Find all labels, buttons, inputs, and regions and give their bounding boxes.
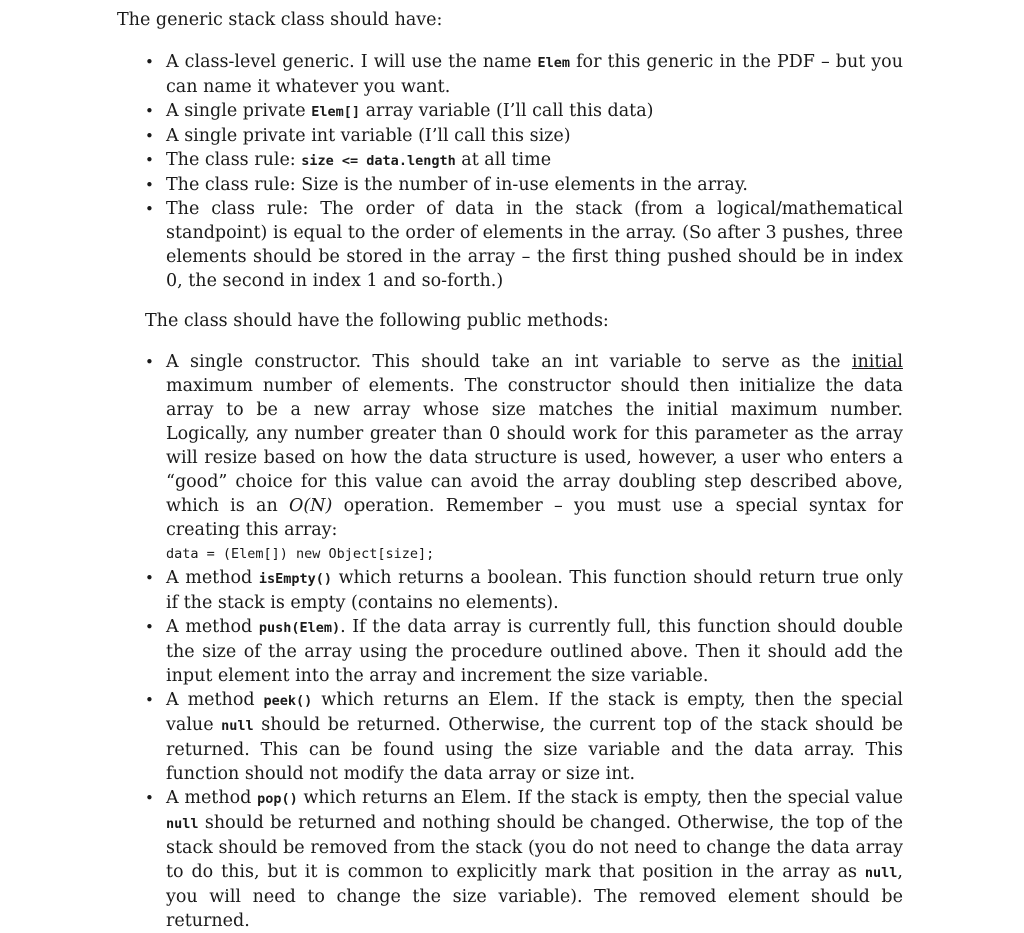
code-elem: Elem xyxy=(537,55,571,71)
bullet-icon: • xyxy=(145,569,154,587)
bullet-icon: • xyxy=(145,151,154,169)
bullet-icon: • xyxy=(145,353,154,371)
big-o-notation: O(N) xyxy=(288,496,333,516)
bullet-icon: • xyxy=(145,200,154,218)
bullet-icon: • xyxy=(145,127,154,145)
list-item-constructor: • A single constructor. This should take an int variable to serve as the initial maximum number of elements. The constructor should then initialize the data array to be a new array whose size matches the initial maximum number. Logically, any number greater than 0 should work for this parameter as the array will resize based on how the data structure is used, however, a user who enters a “good” choice for this value can avoid the array doubling step described above, which is an O(N) operation. Remember – you must use a special syntax for creating this array: data = (Elem[]) new Object[size]; xyxy=(143,350,903,566)
list-item: • The class rule: Size is the number of in-use elements in the array. xyxy=(145,175,748,195)
code-null: null xyxy=(864,865,898,881)
bullet-icon: • xyxy=(145,102,154,120)
list-item: • A single private int variable (I’ll call this size) xyxy=(145,126,571,146)
code-null: null xyxy=(166,816,199,832)
list-item-isempty: • A method isEmpty() which returns a boolean. This function should return true only if the stack is empty (contains no elements). xyxy=(145,568,903,613)
code-size-rule: size <= data.length xyxy=(301,153,456,169)
bullet-icon: • xyxy=(145,691,154,709)
list-item: • A class-level generic. I will use the name Elem for this generic in the PDF – but you can name it whatever you want. xyxy=(145,52,903,97)
list-item-pop: • A method pop() which returns an Elem. If the stack is empty, then the special value null should be returned and nothing should be changed. Otherwise, the top of the stack should be removed from the stack (you do not need to change the data array to do this, but it is common to explicitly mark that position in the array as null, you will need to change the size variable). The removed element should be returned. xyxy=(145,788,903,931)
list-item: • A single private Elem[] array variable (I’ll call this data) xyxy=(145,101,654,121)
list-item: • The class rule: The order of data in the stack (from a logical/mathematical standpoint) is equal to the order of elements in the array. (So after 3 pushes, three elements should be stored in the array – the first thing pushed should be in index 0, the second in index 1 and so-forth.) xyxy=(145,199,903,291)
bullet-icon: • xyxy=(145,618,154,636)
code-isempty: isEmpty() xyxy=(258,571,332,587)
list-item-peek: • A method peek() which returns an Elem. If the stack is empty, then the special value null should be returned. Otherwise, the current top of the stack should be returned. This can be found using the size variable and the data array. This function should not modify the data array or size int. xyxy=(145,690,903,784)
code-pop: pop() xyxy=(257,791,298,807)
list-item-push: • A method push(Elem). If the data array is currently full, this function should double the size of the array using the procedure outlined above. Then it should add the input element into the array and increment the size variable. xyxy=(145,617,904,686)
methods-list xyxy=(143,350,903,933)
intro-text: The generic stack class should have: xyxy=(117,10,443,30)
code-push: push(Elem) xyxy=(258,620,341,636)
field-requirements-list xyxy=(143,50,903,293)
bullet-icon: • xyxy=(145,176,154,194)
bullet-icon: • xyxy=(145,789,154,807)
code-null: null xyxy=(221,718,254,734)
code-elem-array: Elem[] xyxy=(311,104,360,120)
code-array-creation: data = (Elem[]) new Object[size]; xyxy=(166,546,435,562)
list-item: • The class rule: size <= data.length at all time xyxy=(145,150,552,170)
bullet-icon: • xyxy=(145,53,154,71)
underlined-word: initial xyxy=(851,352,903,372)
methods-heading: The class should have the following public methods: xyxy=(145,311,609,331)
code-peek: peek() xyxy=(263,693,313,709)
